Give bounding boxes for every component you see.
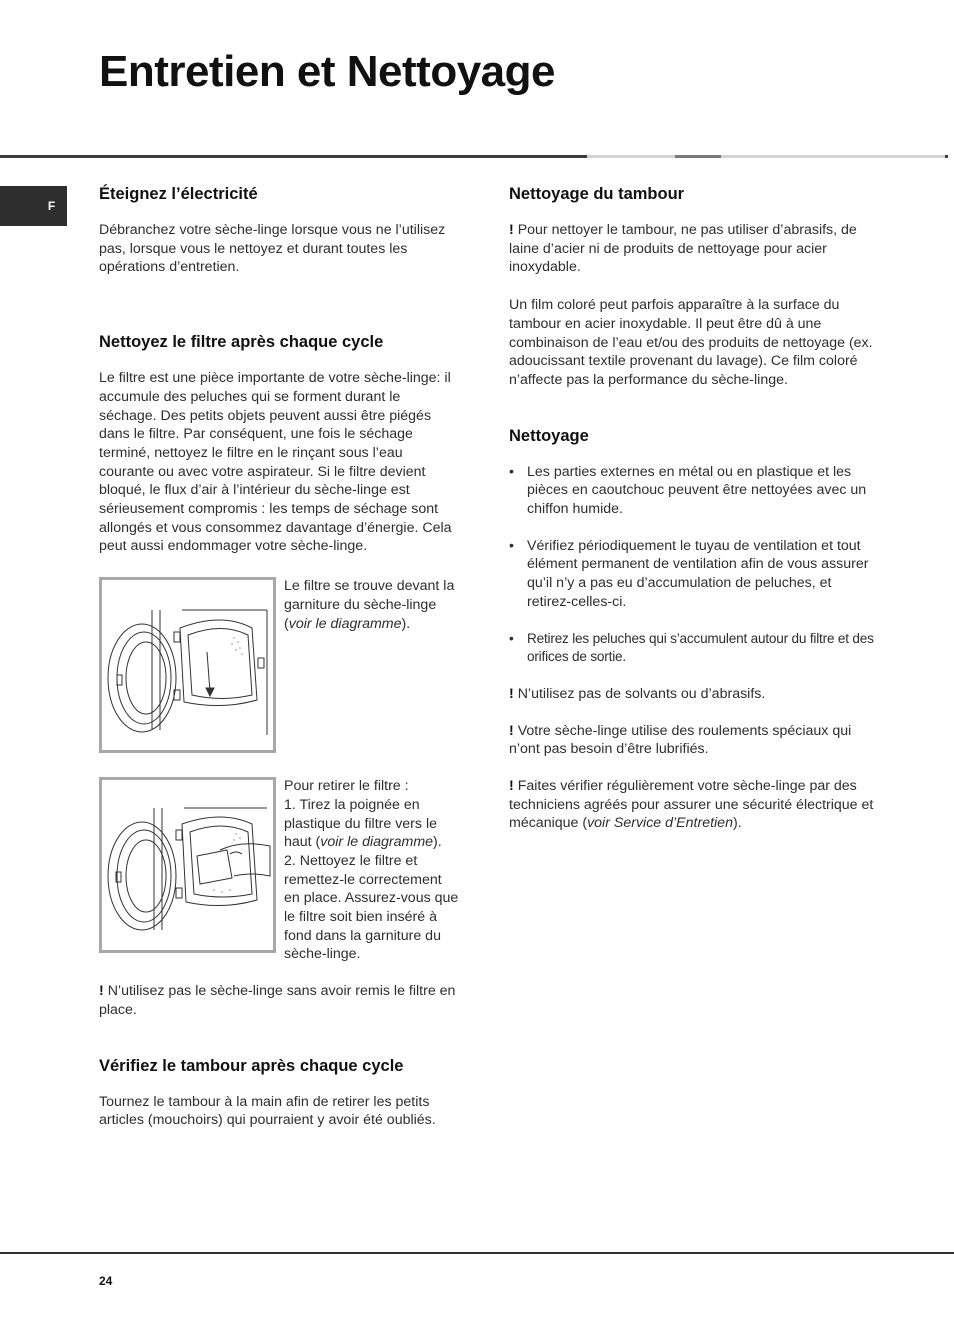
section-heading-power: Éteignez l’électricité: [99, 185, 258, 203]
figure-caption-filter-removal: [284, 777, 461, 964]
caption-text: Le filtre se trouve devant la garniture du sèche-linge (: [284, 578, 455, 632]
caption-text-end: ).: [401, 615, 411, 632]
warning-service: [509, 777, 875, 833]
language-tab: [0, 186, 67, 226]
warning-icon: !: [509, 222, 514, 238]
section-text-drum-check: Tournez le tambour à la main afin de retirer les petits articles (mouchoirs) qui pourraient y avoir été oubliés.: [99, 1093, 436, 1129]
figure-row-filter-location: [99, 577, 461, 753]
list-item: • Les parties externes en métal ou en plastique et les pièces en caoutchouc peuvent être nettoyées avec un chiffon humide.: [509, 463, 875, 519]
section-heading-drum-cleaning: Nettoyage du tambour: [509, 185, 685, 203]
footer-rule: [0, 1252, 954, 1254]
header-rule: [0, 155, 587, 158]
caption-removal-intro: Pour retirer le filtre :: [284, 778, 409, 795]
left-column: [99, 183, 461, 1130]
header-rule-light: [587, 155, 675, 158]
warning-text: Faites vérifier régulièrement votre sèche-linge par des techniciens agréés pour assurer une sécurité électrique et mécanique (: [509, 778, 874, 832]
list-item: • Retirez les peluches qui s’accumulent autour du filtre et des orifices de sortie.: [509, 630, 875, 667]
diagram-reference: voir le diagramme: [320, 834, 434, 851]
warning-bearings: [509, 722, 875, 759]
warning-solvents: [509, 685, 875, 704]
header-rule-end-mark: [945, 155, 948, 158]
warning-drum: [509, 221, 875, 277]
caption-removal-step1: [284, 796, 461, 852]
warning-text: N’utilisez pas de solvants ou d’abrasifs.: [517, 685, 766, 702]
step1-text: 1. Tirez la poignée en plastique du filtre vers le haut (: [284, 796, 437, 851]
diagram-reference: voir le diagramme: [288, 615, 402, 632]
cleaning-list: [509, 463, 875, 667]
caption-filter-location: [284, 577, 461, 633]
page-number: 24: [99, 1274, 113, 1288]
warning-icon: !: [509, 778, 514, 795]
figure-row-filter-removal: [99, 777, 461, 964]
section-heading-cleaning: Nettoyage: [509, 426, 589, 445]
section-heading-filter: Nettoyez le filtre après chaque cycle: [99, 333, 384, 352]
list-item: • Vérifiez périodiquement le tuyau de ventilation et tout élément permanent de ventilation afin de vous assurer qu’il n’y a pas eu d’accumulation de peluches, et retirez-celles-ci.: [509, 537, 875, 612]
header-rule-light-end: [721, 155, 946, 158]
warning-icon: !: [509, 722, 514, 739]
language-tab-label: F: [47, 199, 56, 213]
warning-text: Votre sèche-linge utilise des roulements spéciaux qui n’ont pas besoin d’être lubrifiés.: [509, 722, 852, 758]
service-reference: voir Service d’Entretien: [587, 815, 733, 832]
warning-text: Pour nettoyer le tambour, ne pas utiliser d’abrasifs, de laine d’acier ni de produits de nettoyage pour acier inoxydable.: [509, 222, 857, 276]
section-text-filter: Le filtre est une pièce importante de votre sèche-linge: il accumule des peluches qui se forment durant le séchage. Des petits objets peuvent aussi être piégés dans le filtre. Par conséquent, une fois le séchage terminé, nettoyez le filtre en le rinçant sous l’eau courante ou avec votre aspirateur. Si le filtre devient bloqué, le flux d’air à l’intérieur du sèche-linge est sérieusement compromis : les temps de séchage sont allongés et vous consommez davantage d’énergie. Cela peut aussi endommager votre sèche-linge.: [99, 370, 452, 555]
section-text-drum-film: Un film coloré peut parfois apparaître à la surface du tambour en acier inoxydable. Il peut être dû à une combinaison de l’eau et/ou des produits de nettoyage (ex. adoucissant textile provenant du lavage). Ce film coloré n’affecte pas la performance du sèche-linge.: [509, 297, 873, 388]
section-text-power: Débranchez votre sèche-linge lorsque vous ne l’utilisez pas, lorsque vous le nettoyez et durant toutes les opérations d’entretien.: [99, 222, 446, 276]
header-rule-accent: [675, 155, 721, 158]
warning-text-end: ).: [732, 815, 742, 832]
step1-text-end: ).: [433, 834, 442, 851]
warning-filter: [99, 982, 461, 1019]
filter-removal-diagram: [99, 777, 276, 953]
caption-removal-step2: 2. Nettoyez le filtre et remettez-le correctement en place. Assurez-vous que le filtre soit bien inséré à fond dans la garniture du sèche-linge.: [284, 852, 459, 963]
dryer-door-diagram: [99, 577, 276, 753]
right-column: [509, 183, 875, 833]
warning-text: N’utilisez pas le sèche-linge sans avoir remis le filtre en place.: [99, 983, 456, 1018]
warning-icon: !: [509, 685, 514, 702]
section-heading-drum-check: Vérifiez le tambour après chaque cycle: [99, 1056, 404, 1075]
warning-icon: !: [99, 983, 104, 1000]
figure-caption-filter-location: [284, 577, 461, 633]
page-title: Entretien et Nettoyage: [99, 47, 555, 96]
